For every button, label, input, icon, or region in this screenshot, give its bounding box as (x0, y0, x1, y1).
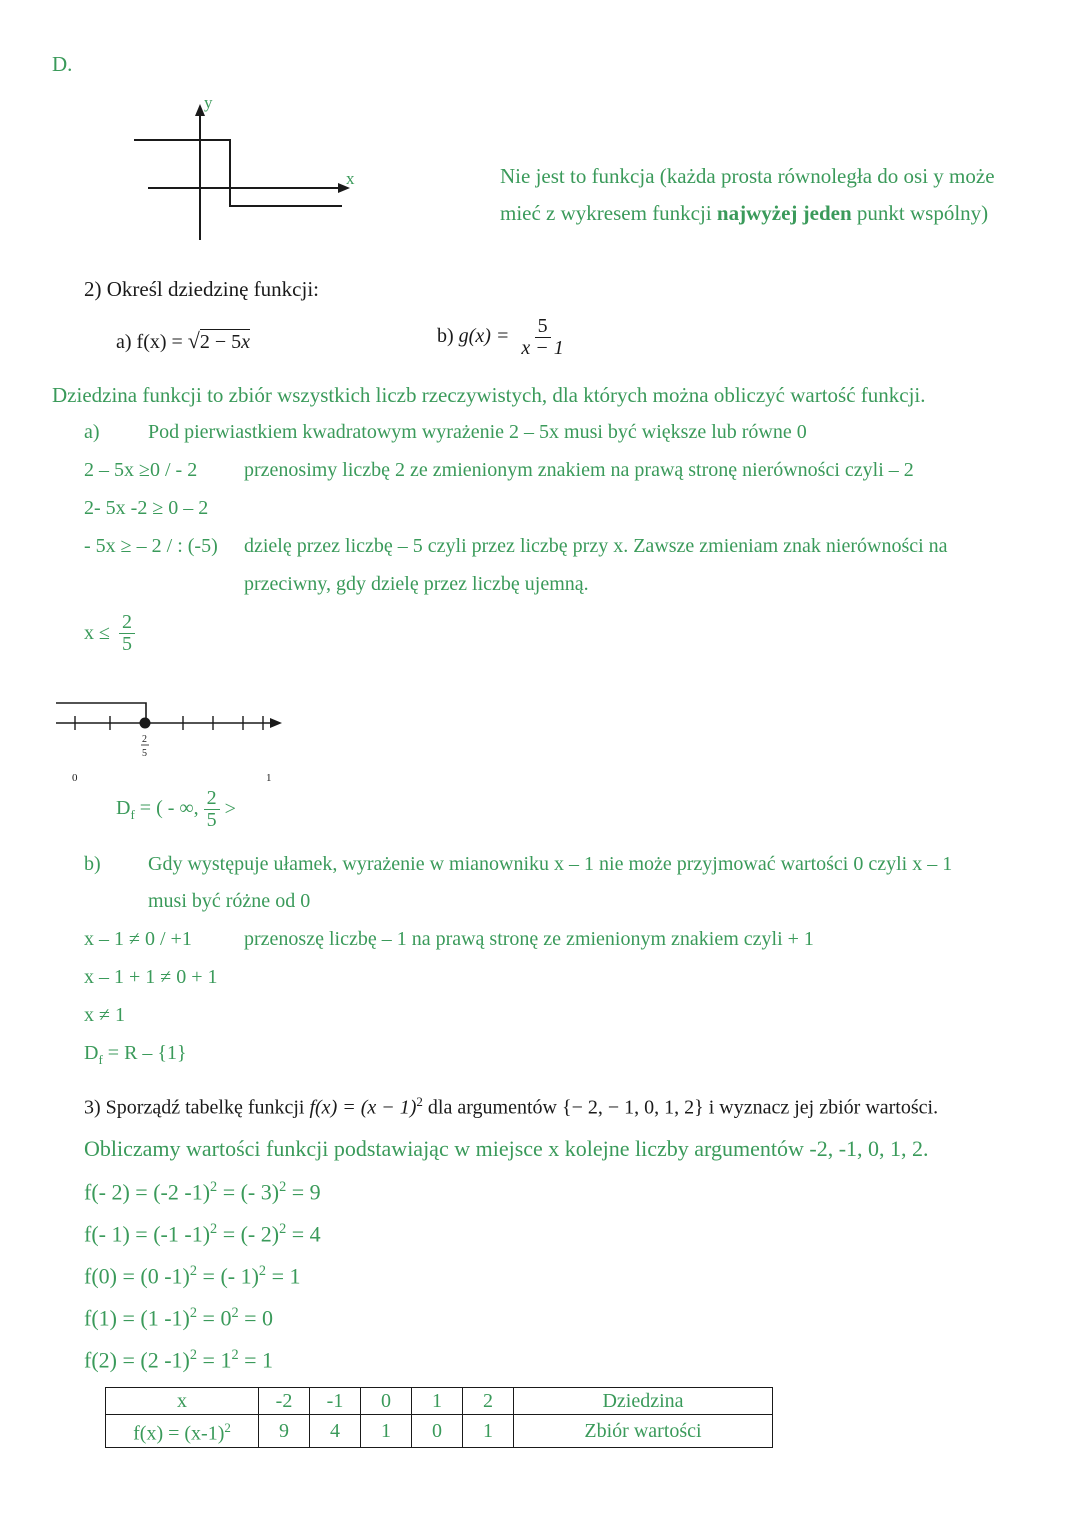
part-a-step1: 2 – 5x ≥0 / - 2 (84, 459, 198, 481)
label-zero: 0 (72, 772, 78, 784)
table-cell: 2 (463, 1388, 514, 1415)
part-b-text2: musi być różne od 0 (148, 890, 311, 912)
part-a-step3: - 5x ≥ – 2 / : (-5) (84, 535, 218, 557)
y-axis-label: y (204, 93, 213, 112)
relation-graph (120, 92, 370, 247)
table-tail-domain: Dziedzina (514, 1388, 773, 1415)
calc-line: f(- 1) = (-1 -1)$^2$ = (- 2)$^2$ = 4 (84, 1221, 321, 1247)
value-table (105, 1387, 773, 1448)
table-head-x: x (106, 1388, 259, 1415)
part-a-label: a) (84, 421, 100, 443)
not-function-line2: mieć z wykresem funkcji najwyżej jeden punkt wspólny) (500, 201, 989, 225)
part-a-result: x ≤ $\frac{2}{5}$ (84, 612, 135, 655)
solution-interval-bracket (56, 703, 146, 721)
number-line-arrow (270, 718, 282, 728)
table-cell: 0 (412, 1415, 463, 1448)
part-b-domain: $D_f = R - \{1\}$ (84, 1042, 187, 1067)
table-cell: -1 (310, 1388, 361, 1415)
part-b-text1: Gdy występuje ułamek, wyrażenie w mianowniku x – 1 nie może przyjmować wartości 0 czyli x – 1 (148, 853, 953, 875)
task2-b-formula: b) g(x) = $\frac{5}{x - 1}$ (437, 315, 564, 359)
part-b-step3: x ≠ 1 (84, 1004, 125, 1026)
calc-line: f(- 2) = (-2 -1)$^2$ = (- 3)$^2$ = 9 (84, 1179, 321, 1205)
table-cell: -2 (259, 1388, 310, 1415)
section-label: D. (52, 52, 73, 76)
not-function-line1: Nie jest to funkcja (każda prosta równoległa do osi y może (500, 164, 995, 188)
table-head-fx: $f(x) = (x-1)^2$ (106, 1415, 259, 1448)
calc-line: f(2) = (2 $-1)^2 = 1^2 = 1$ (84, 1347, 274, 1373)
part-a-step3-note2: przeciwny, gdy dzielę przez liczbę ujemną. (244, 573, 589, 595)
part-b-label: b) (84, 853, 101, 875)
task3-title: 3) Sporządź tabelkę funkcji $f(x) = (x - 1)^2$ dla argumentów {− 2, − 1, 0, 1, 2} i wyznacz jej zbiór wartości. (84, 1094, 939, 1119)
table-row (106, 1415, 773, 1448)
table-cell: 1 (412, 1388, 463, 1415)
table-cell: 0 (361, 1388, 412, 1415)
task2-a-formula: a) f(x) = √2 − 5x (116, 328, 251, 353)
table-cell: 1 (361, 1415, 412, 1448)
task3-intro: Obliczamy wartości funkcji podstawiając w miejsce x kolejne liczby argumentów -2, -1, 0, 1, 2. (84, 1136, 929, 1161)
part-a-text: Pod pierwiastkiem kwadratowym wyrażenie 2 – 5x musi być większe lub równe 0 (148, 421, 807, 443)
calc-line: f(1) = (1 $-1)^2 = 0^2 = 0$ (84, 1305, 274, 1331)
domain-definition: Dziedzina funkcji to zbiór wszystkich liczb rzeczywistych, dla których można obliczyć wartość funkcji. (52, 383, 926, 407)
closed-point (140, 718, 151, 729)
part-a-domain: $D_f$ = ( - ∞, $\frac{2}{5}$ > (116, 787, 236, 831)
table-row (106, 1388, 773, 1415)
relation-curve (134, 140, 342, 206)
label-one: 1 (266, 772, 272, 784)
number-line (50, 695, 290, 790)
part-a-step3-note1: dzielę przez liczbę – 5 czyli przez liczbę przy x. Zawsze zmieniam znak nierówności na (244, 535, 948, 557)
part-b-step1: x – 1 ≠ 0 / +1 (84, 928, 192, 950)
part-b-step2: x – 1 + 1 ≠ 0 + 1 (84, 966, 218, 988)
table-cell: 1 (463, 1415, 514, 1448)
x-axis-label: x (346, 169, 355, 188)
part-b-step1-note: przenoszę liczbę – 1 na prawą stronę ze zmienionym znakiem czyli + 1 (244, 928, 814, 950)
table-tail-range: Zbiór wartości (514, 1415, 773, 1448)
calc-line: f(0) = (0 -1)$^2$ = (- 1)$^2$ = 1 (84, 1263, 301, 1289)
table-cell: 4 (310, 1415, 361, 1448)
table-cell: 9 (259, 1415, 310, 1448)
part-a-step1-note: przenosimy liczbę 2 ze zmienionym znakiem na prawą stronę nierówności czyli – 2 (244, 459, 914, 481)
point-label-num: 2 (142, 734, 147, 745)
point-label-den: 5 (142, 748, 147, 759)
part-a-step2: 2- 5x -2 ≥ 0 – 2 (84, 497, 209, 519)
task2-title: 2) Określ dziedzinę funkcji: (84, 277, 319, 301)
